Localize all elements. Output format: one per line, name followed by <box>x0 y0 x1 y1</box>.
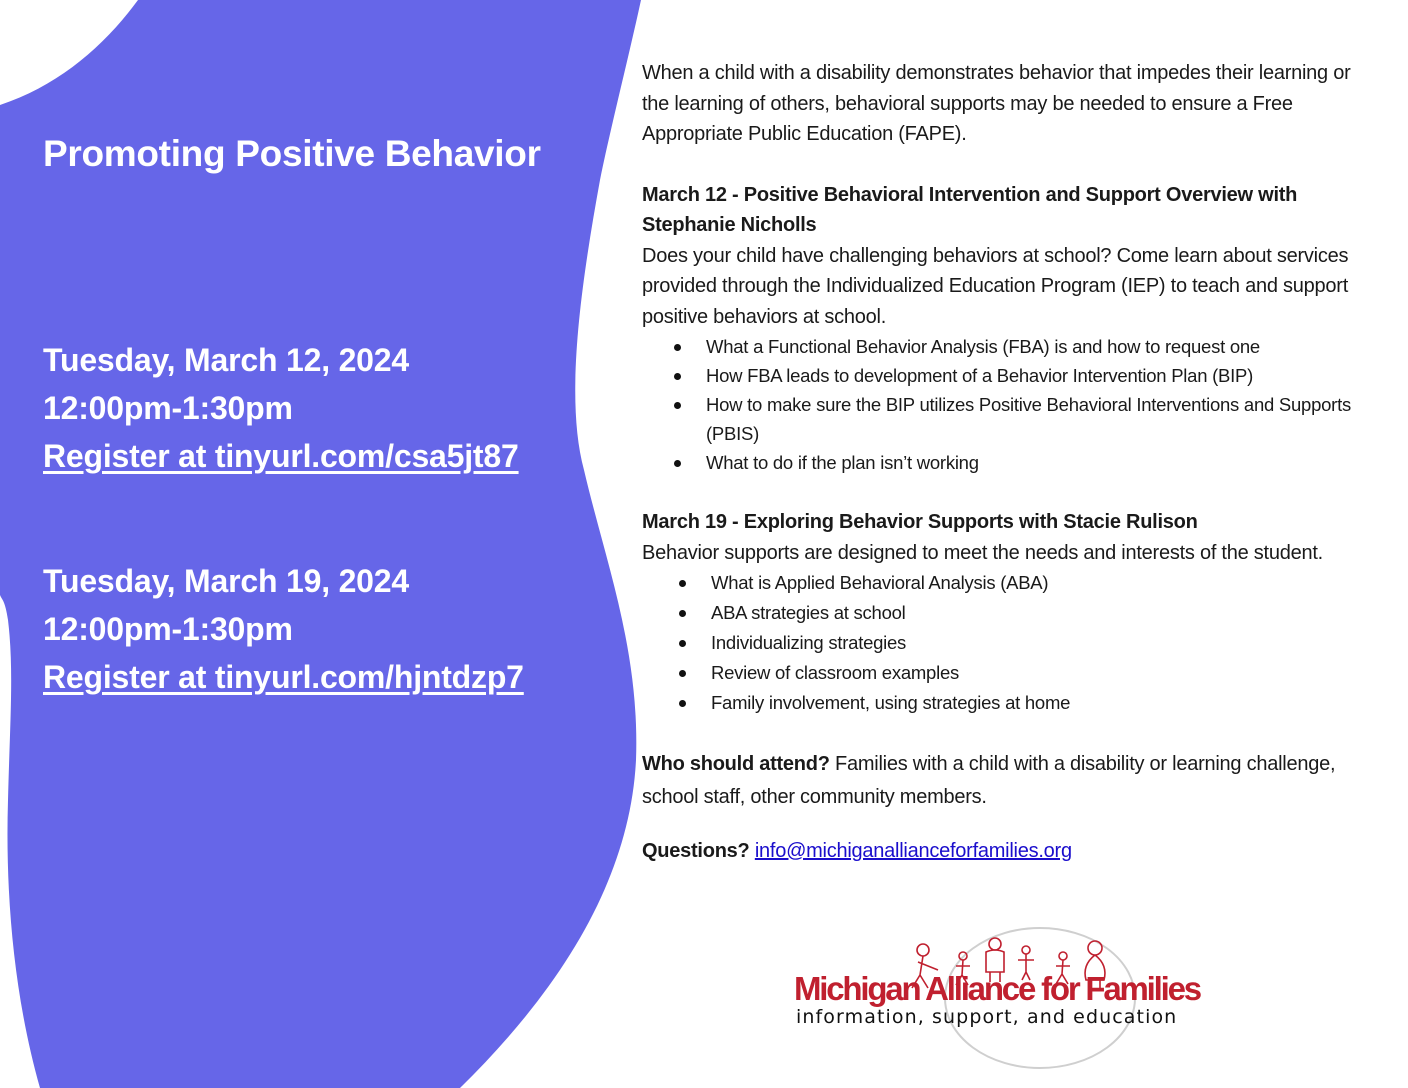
list-item: Family involvement, using strategies at home <box>711 688 1372 718</box>
session2-bullets <box>642 568 1372 718</box>
session2-heading: March 19 - Exploring Behavior Supports with Stacie Rulison <box>642 511 1198 533</box>
list-item: How FBA leads to development of a Behavior Intervention Plan (BIP) <box>706 361 1372 390</box>
list-item: Individualizing strategies <box>711 628 1372 658</box>
session1-description: Does your child have challenging behaviors at school? Come learn about services provided through the Individualized Education Program (IEP) to teach and support positive behaviors at school. <box>642 244 1349 328</box>
bullet-icon <box>674 373 681 380</box>
bullet-icon <box>679 610 686 617</box>
register-link[interactable]: Register at tinyurl.com/csa5jt87 <box>43 438 519 474</box>
event-date: Tuesday, March 19, 2024 <box>43 563 409 599</box>
logo-tagline: information, support, and education <box>796 1006 1178 1028</box>
session1-heading: March 12 - Positive Behavioral Intervention and Support Overview with Stephanie Nicholls <box>642 183 1298 236</box>
list-item: ABA strategies at school <box>711 598 1372 628</box>
bullet-icon <box>674 460 681 467</box>
organization-logo <box>790 920 1230 1070</box>
event-block-2 <box>43 557 524 701</box>
email-link[interactable]: info@michiganallianceforfamilies.org <box>754 840 1072 862</box>
event-date: Tuesday, March 12, 2024 <box>43 342 409 378</box>
list-item: What a Functional Behavior Analysis (FBA) is and how to request one <box>706 332 1372 361</box>
who-should-attend: Who should attend? Families with a child with a disability or learning challenge, school staff, other community members. <box>642 753 1336 808</box>
event-time: 12:00pm-1:30pm <box>43 611 293 647</box>
session2-description: Behavior supports are designed to meet the needs and interests of the student. <box>642 541 1323 564</box>
intro-paragraph: When a child with a disability demonstrates behavior that impedes their learning or the learning of others, behavioral supports may be needed to ensure a Free Appropriate Public Education (FAPE). <box>642 62 1351 145</box>
list-item: Review of classroom examples <box>711 658 1372 688</box>
event-time: 12:00pm-1:30pm <box>43 390 293 426</box>
page-title: Promoting Positive Behavior <box>43 133 541 174</box>
bullet-icon <box>674 344 681 351</box>
list-item: How to make sure the BIP utilizes Positive Behavioral Interventions and Supports (PBIS) <box>706 390 1372 448</box>
questions-line: Questions? info@michiganallianceforfamilies.org <box>642 840 1072 862</box>
bullet-icon <box>679 580 686 587</box>
bullet-icon <box>679 670 686 677</box>
description-column <box>642 58 1372 867</box>
session1-bullets <box>642 332 1372 477</box>
bullet-icon <box>679 640 686 647</box>
event-block-1 <box>43 336 519 480</box>
logo-wordmark: Michigan Alliance for Families <box>794 970 1200 1007</box>
list-item: What is Applied Behavioral Analysis (ABA) <box>711 568 1372 598</box>
bullet-icon <box>674 402 681 409</box>
bullet-icon <box>679 700 686 707</box>
list-item: What to do if the plan isn’t working <box>706 448 1372 477</box>
register-link[interactable]: Register at tinyurl.com/hjntdzp7 <box>43 659 524 695</box>
